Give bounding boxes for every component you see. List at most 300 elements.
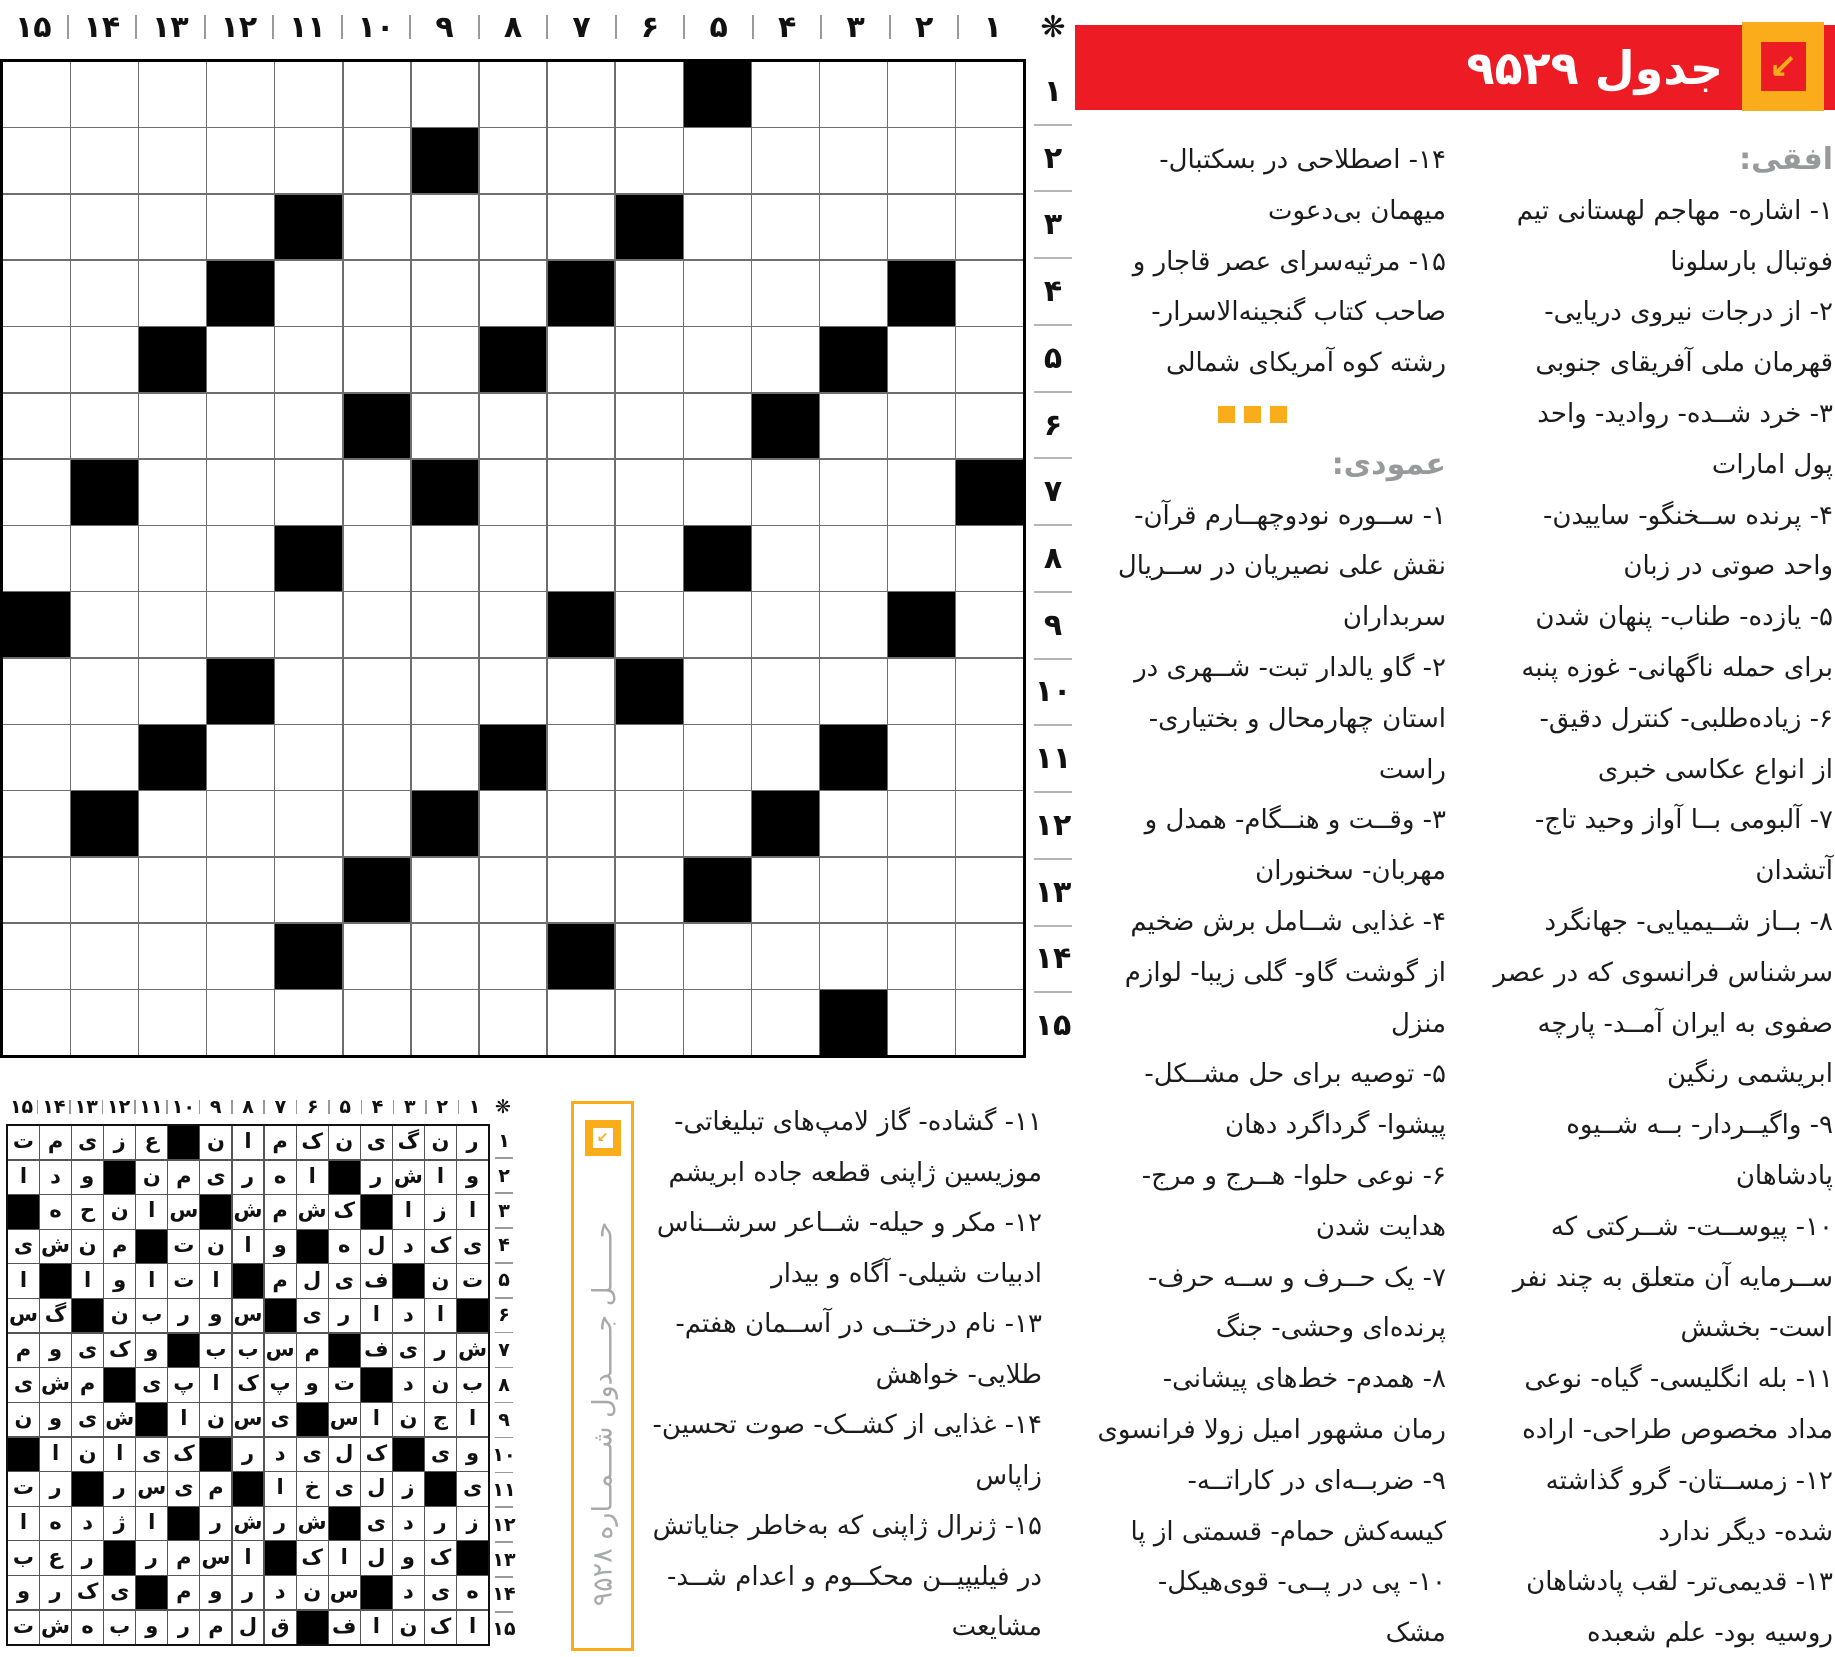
separator-line <box>296 1100 298 1114</box>
main-grid-cell[interactable] <box>207 990 274 1055</box>
solution-grid-cell: ی <box>72 1334 103 1367</box>
main-grid-cell[interactable] <box>616 128 683 193</box>
main-grid-cell[interactable] <box>207 526 274 591</box>
arrow-logo-icon: ↙ <box>1761 42 1806 91</box>
main-grid-cell[interactable] <box>684 990 751 1055</box>
main-grid-cell[interactable] <box>888 62 955 127</box>
across-clues-title: افقی: <box>1739 142 1833 177</box>
solution-grid-cell <box>393 1438 424 1471</box>
main-grid-cell[interactable] <box>616 858 683 923</box>
main-grid-cell[interactable] <box>71 592 138 657</box>
main-grid-cell[interactable] <box>3 924 70 989</box>
main-grid-cell[interactable] <box>616 261 683 326</box>
col-label: ۵ <box>709 9 728 45</box>
main-grid-cell[interactable] <box>71 858 138 923</box>
solution-grid-cell: د <box>265 1438 296 1471</box>
solution-grid-cell: ی <box>136 1368 167 1401</box>
solution-grid-cell: ف <box>329 1611 360 1644</box>
main-grid-cell[interactable] <box>888 394 955 459</box>
main-grid-cell <box>820 990 887 1055</box>
main-grid-cell[interactable] <box>3 261 70 326</box>
main-grid-cell[interactable] <box>548 990 615 1055</box>
main-grid-cell[interactable] <box>275 394 342 459</box>
solution-grid-cell: گ <box>40 1299 71 1332</box>
main-grid-cell[interactable] <box>888 526 955 591</box>
main-grid-cell[interactable] <box>412 394 479 459</box>
main-grid-cell <box>344 858 411 923</box>
separator-line <box>957 15 959 39</box>
main-grid-cell[interactable] <box>548 394 615 459</box>
col-label: ۱۴ <box>83 9 121 45</box>
clue-line: ۷- آلبومی بــا آواز وحید تاج- <box>1534 805 1833 836</box>
main-grid-cell[interactable] <box>71 62 138 127</box>
main-grid-cell[interactable] <box>3 659 70 724</box>
solution-grid-cell: ه <box>72 1611 103 1644</box>
main-grid-cell[interactable] <box>344 592 411 657</box>
main-grid-cell[interactable] <box>616 791 683 856</box>
main-grid-cell[interactable] <box>956 659 1023 724</box>
main-grid-cell[interactable] <box>888 858 955 923</box>
main-grid-cell[interactable] <box>139 526 206 591</box>
main-grid-cell[interactable] <box>752 62 819 127</box>
solution-grid <box>6 1124 490 1646</box>
main-grid-cell[interactable] <box>684 460 751 525</box>
main-grid-cell[interactable] <box>275 128 342 193</box>
solution-grid-cell: ک <box>297 1126 328 1159</box>
solution-grid-cell: ل <box>361 1541 392 1574</box>
main-grid-cell[interactable] <box>480 990 547 1055</box>
solution-grid-cell: م <box>40 1126 71 1159</box>
main-grid-cell[interactable] <box>820 592 887 657</box>
main-grid-cell[interactable] <box>752 195 819 260</box>
main-grid-cell[interactable] <box>275 659 342 724</box>
main-grid-cell[interactable] <box>480 261 547 326</box>
main-grid-cell[interactable] <box>548 858 615 923</box>
main-grid-cell[interactable] <box>548 327 615 392</box>
solution-grid-cell: ا <box>361 1299 392 1332</box>
solution-grid-cell: ش <box>40 1230 71 1263</box>
main-grid-cell[interactable] <box>139 990 206 1055</box>
main-grid-cell[interactable] <box>684 394 751 459</box>
solution-grid-cell: ی <box>425 1576 456 1609</box>
main-grid-cell[interactable] <box>207 128 274 193</box>
main-grid-cell[interactable] <box>71 195 138 260</box>
main-grid-cell[interactable] <box>820 924 887 989</box>
main-grid-cell[interactable] <box>752 327 819 392</box>
main-grid-cell[interactable] <box>548 526 615 591</box>
main-grid-cell[interactable] <box>3 791 70 856</box>
solution-grid-cell: ر <box>40 1472 71 1505</box>
solution-grid-cell: ا <box>200 1264 231 1297</box>
main-grid-cell[interactable] <box>139 791 206 856</box>
separator-line <box>134 1100 136 1114</box>
main-grid-cell <box>71 460 138 525</box>
solution-grid-cell: و <box>40 1334 71 1367</box>
separator-line <box>409 15 411 39</box>
main-grid-cell[interactable] <box>275 62 342 127</box>
main-grid-cell[interactable] <box>752 924 819 989</box>
solution-grid-cell <box>40 1264 71 1297</box>
main-grid-cell[interactable] <box>888 791 955 856</box>
clue-line: پول امارات <box>1711 449 1833 480</box>
main-grid-cell[interactable] <box>139 195 206 260</box>
solution-grid-cell: ر <box>425 1334 456 1367</box>
main-grid-cell[interactable] <box>344 526 411 591</box>
solution-grid-cell <box>393 1264 424 1297</box>
main-grid-cell[interactable] <box>71 725 138 790</box>
main-grid-cell[interactable] <box>956 128 1023 193</box>
solution-grid-cell: ا <box>457 1195 488 1228</box>
solution-grid-cell: و <box>136 1611 167 1644</box>
main-grid-cell[interactable] <box>548 128 615 193</box>
main-grid-cell[interactable] <box>820 858 887 923</box>
main-grid-cell[interactable] <box>71 394 138 459</box>
main-grid-cell[interactable] <box>275 327 342 392</box>
main-grid-cell[interactable] <box>820 460 887 525</box>
main-grid-cell[interactable] <box>3 128 70 193</box>
main-grid-cell[interactable] <box>139 460 206 525</box>
solution-grid-cell: ح <box>72 1195 103 1228</box>
solution-grid-cell: ی <box>361 1507 392 1540</box>
solution-grid-cell: ع <box>40 1541 71 1574</box>
solution-grid-cell: ه <box>40 1195 71 1228</box>
main-grid-cell[interactable] <box>752 659 819 724</box>
main-grid-cell[interactable] <box>344 128 411 193</box>
main-grid-cell[interactable] <box>275 592 342 657</box>
main-grid-cell[interactable] <box>344 924 411 989</box>
down-clues-continued <box>650 1097 1042 1653</box>
main-grid-cell[interactable] <box>616 394 683 459</box>
solution-grid-cell: ک <box>361 1438 392 1471</box>
main-grid-cell[interactable] <box>275 460 342 525</box>
solution-grid-cell: ی <box>104 1576 135 1609</box>
main-grid-cell[interactable] <box>752 858 819 923</box>
main-grid-cell[interactable] <box>820 791 887 856</box>
main-grid-cell[interactable] <box>684 924 751 989</box>
main-grid-cell[interactable] <box>956 725 1023 790</box>
solution-box <box>571 1101 634 1651</box>
clue-line: ۱۵- مرثیه‌سرای عصر قاجار و <box>1132 246 1446 277</box>
clue-line: مشک <box>1385 1618 1446 1649</box>
main-grid-cell[interactable] <box>139 858 206 923</box>
main-grid-cell[interactable] <box>616 990 683 1055</box>
main-grid-cell[interactable] <box>820 659 887 724</box>
main-grid-cell[interactable] <box>888 128 955 193</box>
main-grid-cell[interactable] <box>480 659 547 724</box>
main-grid-cell[interactable] <box>71 327 138 392</box>
main-grid-cell[interactable] <box>412 327 479 392</box>
main-grid-cell[interactable] <box>207 924 274 989</box>
solution-grid-cell: ل <box>297 1264 328 1297</box>
solution-grid-cell: ر <box>104 1472 135 1505</box>
main-grid-cell[interactable] <box>344 791 411 856</box>
row-label: ۶ <box>498 1304 510 1327</box>
row-label: ۹ <box>1043 607 1063 643</box>
main-grid-cell[interactable] <box>139 128 206 193</box>
solution-grid-cell: ا <box>425 1161 456 1194</box>
main-grid-cell[interactable] <box>3 725 70 790</box>
separator-line <box>166 1100 168 1114</box>
col-label: ۱۵ <box>14 9 52 45</box>
main-grid-cell[interactable] <box>139 659 206 724</box>
clue-line: رشته کوه آمریکای شمالی <box>1165 348 1446 379</box>
main-grid-cell[interactable] <box>139 62 206 127</box>
solution-grid-cell: ل <box>329 1438 360 1471</box>
main-grid-cell[interactable] <box>616 327 683 392</box>
main-grid-cell[interactable] <box>888 924 955 989</box>
main-grid-cell[interactable] <box>684 261 751 326</box>
col-label: ۱ <box>468 1096 481 1118</box>
main-grid-cell[interactable] <box>3 62 70 127</box>
main-grid-cell[interactable] <box>344 460 411 525</box>
solution-grid-cell: د <box>393 1576 424 1609</box>
main-grid-cell[interactable] <box>139 394 206 459</box>
main-grid-cell[interactable] <box>616 725 683 790</box>
solution-grid-cell <box>457 1299 488 1332</box>
solution-grid-cell <box>297 1611 328 1644</box>
main-grid-cell[interactable] <box>3 327 70 392</box>
solution-grid-cell: ک <box>425 1611 456 1644</box>
main-grid-cell[interactable] <box>207 62 274 127</box>
main-grid-cell[interactable] <box>752 592 819 657</box>
main-grid-cell[interactable] <box>207 195 274 260</box>
main-grid-cell[interactable] <box>480 924 547 989</box>
main-grid-cell[interactable] <box>752 261 819 326</box>
main-grid-cell[interactable] <box>139 924 206 989</box>
solution-grid-cell: م <box>265 1264 296 1297</box>
main-grid-cell[interactable] <box>752 526 819 591</box>
solution-grid-cell: و <box>104 1264 135 1297</box>
main-grid-cell[interactable] <box>480 592 547 657</box>
solution-grid-cell: ا <box>393 1195 424 1228</box>
solution-grid-cell: ا <box>200 1368 231 1401</box>
solution-grid-cell: س <box>265 1334 296 1367</box>
main-grid-cell[interactable] <box>956 858 1023 923</box>
main-grid-cell[interactable] <box>207 327 274 392</box>
main-grid-cell[interactable] <box>344 195 411 260</box>
main-grid-cell[interactable] <box>956 394 1023 459</box>
main-grid-cell[interactable] <box>752 990 819 1055</box>
main-grid-cell[interactable] <box>71 128 138 193</box>
main-grid-cell[interactable] <box>139 592 206 657</box>
main-grid-cell[interactable] <box>71 659 138 724</box>
clue-line: پرنده‌ای وحشی- جنگ <box>1215 1313 1446 1344</box>
solution-grid-cell: ی <box>200 1161 231 1194</box>
solution-grid-cell: ل <box>361 1230 392 1263</box>
main-grid-cell[interactable] <box>548 460 615 525</box>
main-grid-cell[interactable] <box>412 526 479 591</box>
main-grid-cell[interactable] <box>3 990 70 1055</box>
main-grid-cell[interactable] <box>207 725 274 790</box>
separator-line <box>683 15 685 39</box>
main-grid-cell[interactable] <box>3 195 70 260</box>
main-grid-cell[interactable] <box>3 460 70 525</box>
row-label: ۱۵ <box>1034 1008 1072 1044</box>
solution-grid-cell: ا <box>233 1126 264 1159</box>
solution-grid-cell: ا <box>8 1264 39 1297</box>
main-grid-cell[interactable] <box>480 394 547 459</box>
main-grid-cell[interactable] <box>752 460 819 525</box>
clue-line: سرشناس فرانسوی که در عصر <box>1493 957 1833 988</box>
main-grid-cell <box>820 327 887 392</box>
main-grid-cell[interactable] <box>71 261 138 326</box>
main-grid-cell[interactable] <box>412 592 479 657</box>
solution-grid-cell: ز <box>457 1507 488 1540</box>
solution-grid-cell: ه <box>265 1161 296 1194</box>
solution-grid-cell: ر <box>136 1541 167 1574</box>
main-grid-cell[interactable] <box>820 195 887 260</box>
main-grid-cell[interactable] <box>820 62 887 127</box>
solution-grid-cell: ن <box>8 1403 39 1436</box>
main-grid-cell[interactable] <box>548 791 615 856</box>
main-grid-cell[interactable] <box>275 791 342 856</box>
main-grid-cell[interactable] <box>888 195 955 260</box>
clue-line: مشایعت <box>951 1612 1042 1642</box>
main-grid-cell[interactable] <box>956 924 1023 989</box>
main-grid-cell[interactable] <box>3 858 70 923</box>
main-grid-cell[interactable] <box>71 990 138 1055</box>
col-label: ۴ <box>371 1096 384 1118</box>
clue-line: نقش علی نصیریان در ســریال <box>1117 551 1446 582</box>
main-grid-cell[interactable] <box>616 592 683 657</box>
clue-line: ادبیات شیلی- آگاه و بیدار <box>771 1258 1042 1289</box>
main-grid-cell[interactable] <box>956 990 1023 1055</box>
masthead-banner <box>1075 25 1835 110</box>
main-grid-cell[interactable] <box>956 195 1023 260</box>
main-grid-cell[interactable] <box>684 195 751 260</box>
main-grid-cell[interactable] <box>548 659 615 724</box>
main-grid-cell[interactable] <box>684 592 751 657</box>
main-grid-cell[interactable] <box>412 858 479 923</box>
main-grid-cell[interactable] <box>820 394 887 459</box>
main-grid-cell[interactable] <box>207 394 274 459</box>
solution-grid-cell: ک <box>72 1576 103 1609</box>
solution-grid-cell: ی <box>72 1126 103 1159</box>
main-grid-cell[interactable] <box>344 725 411 790</box>
clue-line: برای حمله ناگهانی- غوزه پنبه <box>1521 652 1833 683</box>
separator-line <box>341 15 343 39</box>
main-grid-cell[interactable] <box>548 725 615 790</box>
main-grid-cell[interactable] <box>480 62 547 127</box>
main-grid-cell[interactable] <box>888 659 955 724</box>
main-grid-cell[interactable] <box>616 460 683 525</box>
col-label: ۳ <box>404 1096 416 1118</box>
main-grid-cell[interactable] <box>3 526 70 591</box>
solution-grid-cell <box>168 1334 199 1367</box>
main-grid-cell[interactable] <box>684 791 751 856</box>
main-grid-cell[interactable] <box>139 261 206 326</box>
main-grid-cell[interactable] <box>344 990 411 1055</box>
main-grid-cell[interactable] <box>207 858 274 923</box>
main-grid-cell[interactable] <box>956 327 1023 392</box>
solution-grid-cell: ت <box>8 1126 39 1159</box>
main-grid-cell[interactable] <box>888 990 955 1055</box>
main-grid-cell[interactable] <box>71 526 138 591</box>
solution-grid-cell: د <box>393 1368 424 1401</box>
main-grid-cell[interactable] <box>956 592 1023 657</box>
solution-grid-cell <box>265 1299 296 1332</box>
main-grid-cell[interactable] <box>275 725 342 790</box>
main-grid-cell[interactable] <box>820 526 887 591</box>
main-grid-cell[interactable] <box>616 526 683 591</box>
solution-grid-cell: ن <box>104 1195 135 1228</box>
arrow-logo-icon: ↙ <box>593 1128 613 1148</box>
main-grid-cell[interactable] <box>752 128 819 193</box>
main-grid-cell[interactable] <box>752 725 819 790</box>
main-grid-cell[interactable] <box>684 725 751 790</box>
main-grid-cell[interactable] <box>275 261 342 326</box>
main-grid-cell[interactable] <box>888 327 955 392</box>
main-grid-cell[interactable] <box>956 791 1023 856</box>
main-grid-cell[interactable] <box>956 62 1023 127</box>
main-grid-cell[interactable] <box>412 195 479 260</box>
main-grid-cell[interactable] <box>684 659 751 724</box>
clue-line: ابریشمی رنگین <box>1667 1059 1833 1090</box>
main-grid-cell[interactable] <box>616 924 683 989</box>
main-grid-cell[interactable] <box>207 460 274 525</box>
main-grid-cell[interactable] <box>412 924 479 989</box>
solution-grid-cell: ل <box>361 1472 392 1505</box>
main-grid-cell[interactable] <box>412 62 479 127</box>
solution-grid-cell: ن <box>297 1576 328 1609</box>
main-grid-cell[interactable] <box>956 261 1023 326</box>
main-grid-cell[interactable] <box>888 725 955 790</box>
solution-grid-cell: ا <box>425 1299 456 1332</box>
solution-grid-cell: م <box>168 1576 199 1609</box>
main-grid-cell[interactable] <box>412 990 479 1055</box>
solution-grid-cell: ب <box>233 1334 264 1367</box>
main-grid-cell[interactable] <box>820 261 887 326</box>
main-grid-cell[interactable] <box>207 791 274 856</box>
main-grid-cell[interactable] <box>480 526 547 591</box>
main-grid-cell[interactable] <box>412 659 479 724</box>
main-grid-cell[interactable] <box>480 460 547 525</box>
main-grid-cell[interactable] <box>548 62 615 127</box>
separator-line <box>328 1100 330 1114</box>
main-grid-cell[interactable] <box>344 327 411 392</box>
main-grid-cell[interactable] <box>480 858 547 923</box>
main-grid-cell[interactable] <box>820 128 887 193</box>
solution-grid-cell: ر <box>233 1161 264 1194</box>
main-grid-cell[interactable] <box>956 526 1023 591</box>
main-grid-cell[interactable] <box>616 62 683 127</box>
main-grid-cell[interactable] <box>480 195 547 260</box>
solution-grid-cell: ت <box>168 1230 199 1263</box>
main-grid-cell[interactable] <box>3 394 70 459</box>
main-grid-cell[interactable] <box>275 858 342 923</box>
orange-square-icon <box>1218 406 1235 423</box>
col-label: ۳ <box>846 9 865 45</box>
main-grid-cell[interactable] <box>684 128 751 193</box>
main-grid-cell[interactable] <box>344 261 411 326</box>
main-grid-cell[interactable] <box>71 924 138 989</box>
solution-grid-cell: ر <box>168 1299 199 1332</box>
main-grid-cell[interactable] <box>344 659 411 724</box>
main-grid-cell[interactable] <box>888 460 955 525</box>
main-grid-cell[interactable] <box>412 261 479 326</box>
main-grid-cell[interactable] <box>275 990 342 1055</box>
main-grid-cell[interactable] <box>480 128 547 193</box>
solution-grid-cell: ج <box>425 1403 456 1436</box>
main-grid-cell[interactable] <box>412 725 479 790</box>
solution-grid-cell: ا <box>168 1403 199 1436</box>
main-grid-cell[interactable] <box>480 791 547 856</box>
main-grid-cell[interactable] <box>548 195 615 260</box>
main-grid-cell[interactable] <box>344 62 411 127</box>
main-grid-cell[interactable] <box>684 327 751 392</box>
solution-grid-cell: ر <box>72 1541 103 1574</box>
main-grid-cell[interactable] <box>207 592 274 657</box>
